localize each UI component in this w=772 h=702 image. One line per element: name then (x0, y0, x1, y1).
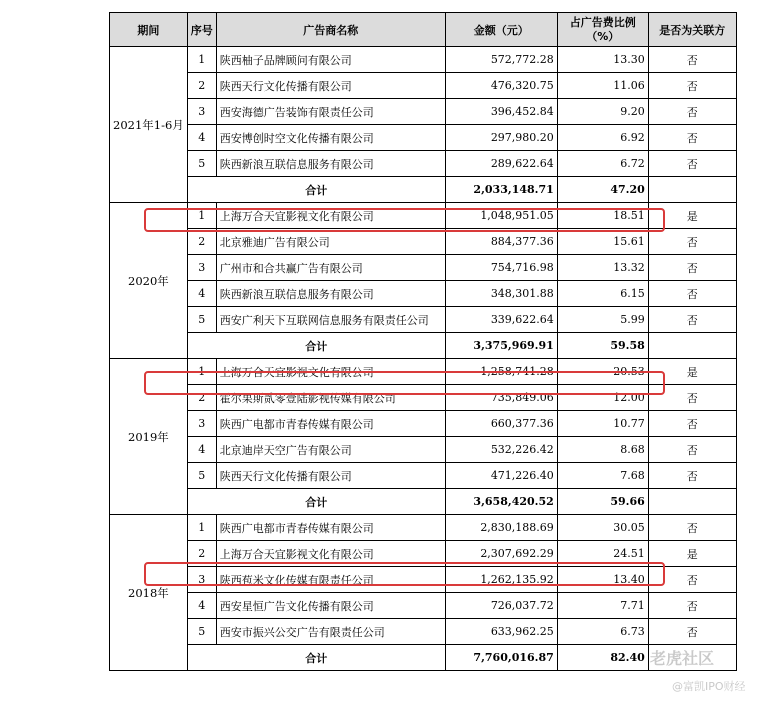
total-row (110, 489, 737, 515)
ratio-cell: 9.20 (557, 99, 648, 125)
table-row (110, 255, 737, 281)
ratio-cell: 13.40 (557, 567, 648, 593)
header-seq: 序号 (187, 13, 216, 47)
advertiser-name-cell: 上海万合天宜影视文化有限公司 (216, 541, 445, 567)
total-label-cell: 合计 (187, 489, 445, 515)
related-party-cell: 是 (648, 203, 736, 229)
seq-cell: 4 (187, 437, 216, 463)
total-ratio-cell: 47.20 (557, 177, 648, 203)
related-party-cell: 否 (648, 619, 736, 645)
amount-cell: 2,830,188.69 (445, 515, 557, 541)
advertiser-name-cell: 陕西新浪互联信息服务有限公司 (216, 281, 445, 307)
related-party-cell: 否 (648, 47, 736, 73)
ratio-cell: 24.51 (557, 541, 648, 567)
amount-cell: 754,716.98 (445, 255, 557, 281)
total-related-cell (648, 489, 736, 515)
amount-cell: 633,962.25 (445, 619, 557, 645)
ratio-cell: 13.32 (557, 255, 648, 281)
table-row (110, 73, 737, 99)
period-cell: 2020年 (110, 203, 188, 359)
ratio-cell: 5.99 (557, 307, 648, 333)
ratio-cell: 10.77 (557, 411, 648, 437)
amount-cell: 1,048,951.05 (445, 203, 557, 229)
period-cell: 2019年 (110, 359, 188, 515)
seq-cell: 5 (187, 463, 216, 489)
total-label-cell: 合计 (187, 645, 445, 671)
amount-cell: 726,037.72 (445, 593, 557, 619)
advertiser-name-cell: 西安海德广告装饰有限责任公司 (216, 99, 445, 125)
seq-cell: 2 (187, 73, 216, 99)
seq-cell: 3 (187, 255, 216, 281)
period-cell: 2018年 (110, 515, 188, 671)
table-row (110, 593, 737, 619)
table-row (110, 619, 737, 645)
ratio-cell: 6.72 (557, 151, 648, 177)
amount-cell: 289,622.64 (445, 151, 557, 177)
ratio-cell: 6.15 (557, 281, 648, 307)
total-amount-cell: 7,760,016.87 (445, 645, 557, 671)
seq-cell: 1 (187, 203, 216, 229)
ratio-cell: 12.00 (557, 385, 648, 411)
ratio-cell: 8.68 (557, 437, 648, 463)
amount-cell: 339,622.64 (445, 307, 557, 333)
related-party-cell: 否 (648, 125, 736, 151)
total-amount-cell: 2,033,148.71 (445, 177, 557, 203)
total-label-cell: 合计 (187, 333, 445, 359)
advertiser-name-cell: 霍尔果斯贰零壹陆影视传媒有限公司 (216, 385, 445, 411)
amount-cell: 735,849.06 (445, 385, 557, 411)
seq-cell: 3 (187, 411, 216, 437)
header-period: 期间 (110, 13, 188, 47)
amount-cell: 2,307,692.29 (445, 541, 557, 567)
ratio-cell: 6.73 (557, 619, 648, 645)
ratio-cell: 6.92 (557, 125, 648, 151)
seq-cell: 1 (187, 47, 216, 73)
advertiser-name-cell: 陕西新浪互联信息服务有限公司 (216, 151, 445, 177)
advertiser-name-cell: 陕西广电都市青春传媒有限公司 (216, 515, 445, 541)
related-party-cell: 否 (648, 281, 736, 307)
advertiser-name-cell: 陕西柚子品牌顾问有限公司 (216, 47, 445, 73)
amount-cell: 297,980.20 (445, 125, 557, 151)
amount-cell: 884,377.36 (445, 229, 557, 255)
total-related-cell (648, 177, 736, 203)
watermark-primary: 老虎社区 (650, 649, 715, 668)
advertiser-name-cell: 西安广利天下互联网信息服务有限责任公司 (216, 307, 445, 333)
ratio-cell: 15.61 (557, 229, 648, 255)
advertiser-name-cell: 陕西天行文化传播有限公司 (216, 463, 445, 489)
advertiser-name-cell: 陕西天行文化传播有限公司 (216, 73, 445, 99)
total-ratio-cell: 59.66 (557, 489, 648, 515)
ratio-cell: 18.51 (557, 203, 648, 229)
table-row (110, 99, 737, 125)
related-party-cell: 否 (648, 99, 736, 125)
advertiser-name-cell: 西安博创时空文化传播有限公司 (216, 125, 445, 151)
header-name: 广告商名称 (216, 13, 445, 47)
amount-cell: 396,452.84 (445, 99, 557, 125)
table-row (110, 515, 737, 541)
related-party-cell: 是 (648, 541, 736, 567)
header-related: 是否为关联方 (648, 13, 736, 47)
seq-cell: 5 (187, 307, 216, 333)
related-party-cell: 否 (648, 593, 736, 619)
related-party-cell: 否 (648, 411, 736, 437)
related-party-cell: 否 (648, 437, 736, 463)
seq-cell: 3 (187, 567, 216, 593)
advertiser-name-cell: 北京迪岸天空广告有限公司 (216, 437, 445, 463)
table-row (110, 47, 737, 73)
table-row (110, 125, 737, 151)
seq-cell: 4 (187, 281, 216, 307)
highlight-box-2020 (144, 208, 665, 232)
total-related-cell (648, 333, 736, 359)
amount-cell: 471,226.40 (445, 463, 557, 489)
total-row (110, 333, 737, 359)
header-amount: 金额（元） (445, 13, 557, 47)
advertiser-name-cell: 北京雅迪广告有限公司 (216, 229, 445, 255)
seq-cell: 4 (187, 125, 216, 151)
amount-cell: 660,377.36 (445, 411, 557, 437)
header-ratio: 占广告费比例（%） (557, 13, 648, 47)
total-amount-cell: 3,375,969.91 (445, 333, 557, 359)
total-row (110, 177, 737, 203)
header-row (110, 13, 737, 47)
related-party-cell: 否 (648, 515, 736, 541)
amount-cell: 1,262,135.92 (445, 567, 557, 593)
ratio-cell: 7.68 (557, 463, 648, 489)
seq-cell: 5 (187, 619, 216, 645)
amount-cell: 348,301.88 (445, 281, 557, 307)
advertiser-name-cell: 陕西苞米文化传媒有限责任公司 (216, 567, 445, 593)
table-row (110, 229, 737, 255)
table-row (110, 281, 737, 307)
related-party-cell: 否 (648, 151, 736, 177)
ratio-cell: 30.05 (557, 515, 648, 541)
advertiser-name-cell: 上海万合天宜影视文化有限公司 (216, 359, 445, 385)
seq-cell: 5 (187, 151, 216, 177)
ratio-cell: 13.30 (557, 47, 648, 73)
table-row (110, 307, 737, 333)
highlight-box-2019 (144, 371, 665, 395)
table-row (110, 463, 737, 489)
advertiser-name-cell: 上海万合天宜影视文化有限公司 (216, 203, 445, 229)
related-party-cell: 否 (648, 567, 736, 593)
total-label-cell: 合计 (187, 177, 445, 203)
advertiser-name-cell: 西安星恒广告文化传播有限公司 (216, 593, 445, 619)
seq-cell: 2 (187, 385, 216, 411)
ratio-cell: 20.53 (557, 359, 648, 385)
related-party-cell: 否 (648, 73, 736, 99)
advertiser-name-cell: 陕西广电都市青春传媒有限公司 (216, 411, 445, 437)
watermark-secondary: @富凯IPO财经 (672, 680, 746, 693)
seq-cell: 1 (187, 515, 216, 541)
amount-cell: 572,772.28 (445, 47, 557, 73)
related-party-cell: 否 (648, 385, 736, 411)
amount-cell: 1,258,741.28 (445, 359, 557, 385)
seq-cell: 2 (187, 229, 216, 255)
related-party-cell: 否 (648, 307, 736, 333)
ratio-cell: 11.06 (557, 73, 648, 99)
highlight-box-2018 (144, 562, 665, 586)
total-row (110, 645, 737, 671)
table-row (110, 437, 737, 463)
total-ratio-cell: 59.58 (557, 333, 648, 359)
period-cell: 2021年1-6月 (110, 47, 188, 203)
amount-cell: 532,226.42 (445, 437, 557, 463)
related-party-cell: 否 (648, 463, 736, 489)
advertiser-name-cell: 西安市振兴公交广告有限责任公司 (216, 619, 445, 645)
amount-cell: 476,320.75 (445, 73, 557, 99)
related-party-cell: 否 (648, 255, 736, 281)
related-party-cell: 是 (648, 359, 736, 385)
total-ratio-cell: 82.40 (557, 645, 648, 671)
seq-cell: 1 (187, 359, 216, 385)
seq-cell: 4 (187, 593, 216, 619)
seq-cell: 2 (187, 541, 216, 567)
seq-cell: 3 (187, 99, 216, 125)
related-party-cell: 否 (648, 229, 736, 255)
ratio-cell: 7.71 (557, 593, 648, 619)
table-row (110, 151, 737, 177)
advertiser-name-cell: 广州市和合共赢广告有限公司 (216, 255, 445, 281)
table-row (110, 411, 737, 437)
total-amount-cell: 3,658,420.52 (445, 489, 557, 515)
